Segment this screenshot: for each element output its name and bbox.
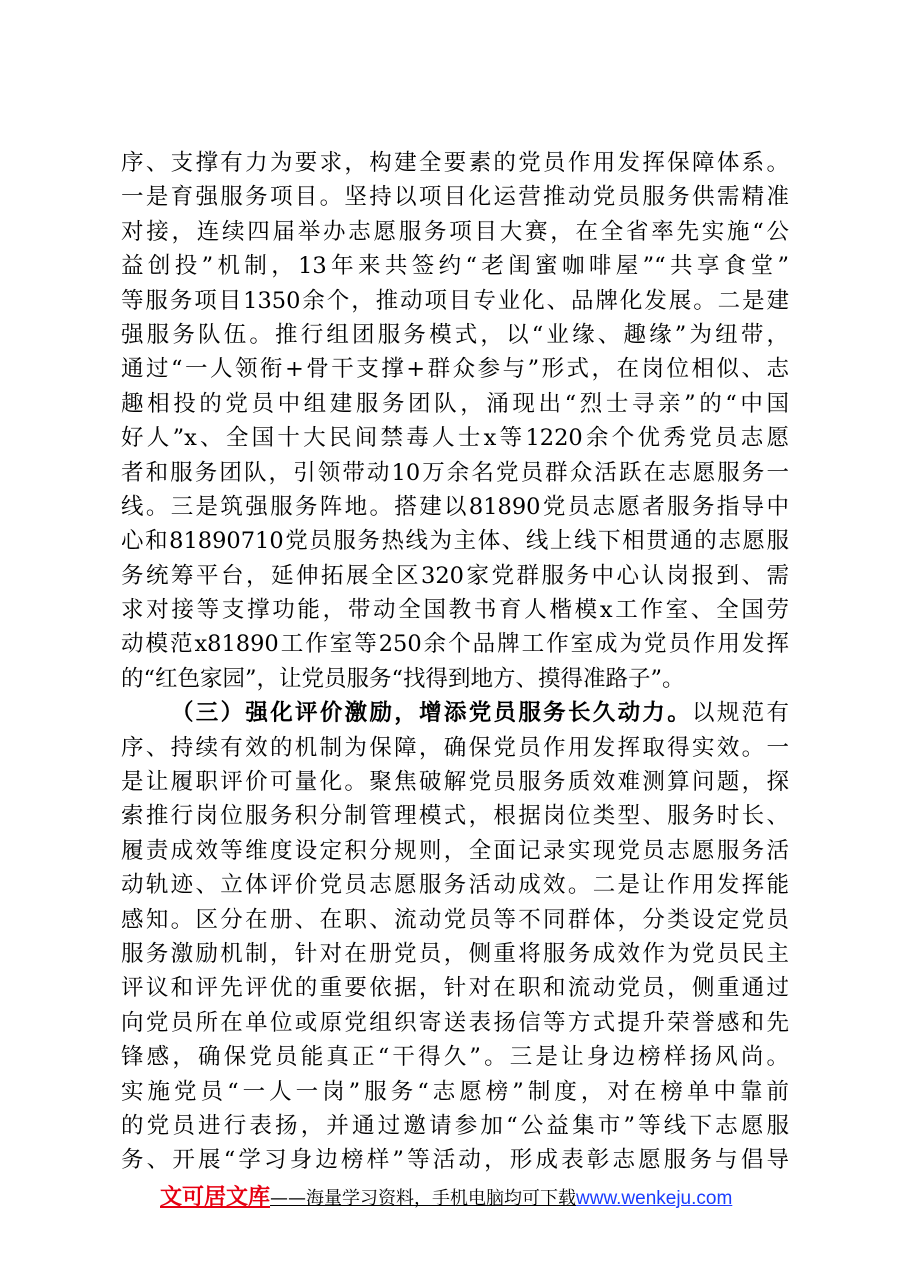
section-heading: （三）强化评价激励，增添党员服务长久动力。 [171, 700, 693, 727]
text-line: 向党员所在单位或原党组织寄送表扬信等方式提升荣誉感和先 [121, 1009, 789, 1036]
text-line: 务、开展“学习身边榜样”等活动，形成表彰志愿服务与倡导 [121, 1147, 789, 1174]
text-line: 对接，连续四届举办志愿服务项目大赛，在全省率先实施“公 [121, 218, 789, 245]
text-line: 强服务队伍。推行组团服务模式，以“业缘、趣缘”为纽带， [121, 321, 789, 348]
footer-brand-link[interactable]: 文可居文库 [160, 1185, 271, 1210]
text-line: 锋感，确保党员能真正“干得久”。三是让身边榜样扬风尚。 [121, 1044, 789, 1071]
text-line: 一是育强服务项目。坚持以项目化运营推动党员服务供需精准 [121, 184, 789, 211]
text-line: 索推行岗位服务积分制管理模式，根据岗位类型、服务时长、 [121, 803, 789, 830]
text-line: 趣相投的党员中组建服务团队，涌现出“烈士寻亲”的“中国 [121, 390, 789, 417]
text-line: 序、支撑有力为要求，构建全要素的党员作用发挥保障体系。 [121, 150, 789, 176]
text-line: 是让履职评价可量化。聚焦破解党员服务质效难测算问题，探 [121, 769, 789, 796]
text-line: 序、持续有效的机制为保障，确保党员作用发挥取得实效。一 [121, 734, 789, 761]
text-line: 实施党员“一人一岗”服务“志愿榜”制度，对在榜单中靠前 [121, 1078, 789, 1105]
body-text [121, 146, 789, 1178]
text-line: 益创投”机制，13年来共签约“老闺蜜咖啡屋”“共享食堂” [121, 253, 789, 280]
text-line: 履责成效等维度设定积分规则，全面记录实现党员志愿服务活 [121, 837, 789, 864]
text-line: 通过“一人领衔+骨干支撑+群众参与”形式，在岗位相似、志 [121, 356, 789, 383]
text-fragment: 以规范有 [692, 700, 789, 727]
section-heading-line [121, 696, 789, 730]
text-line: 务统筹平台，延伸拓展全区320家党群服务中心认岗报到、需 [121, 562, 789, 589]
text-line: 心和81890710党员服务热线为主体、线上线下相贯通的志愿服 [121, 528, 789, 555]
text-line: 服务激励机制，针对在册党员，侧重将服务成效作为党员民主 [121, 940, 789, 967]
text-line: 求对接等支撑功能，带动全国教书育人楷模x工作室、全国劳 [121, 597, 789, 624]
text-line: 评议和评先评优的重要依据，针对在职和流动党员，侧重通过 [121, 975, 789, 1002]
text-line: 线。三是筑强服务阵地。搭建以81890党员志愿者服务指导中 [121, 493, 789, 520]
text-line: 动模范x81890工作室等250余个品牌工作室成为党员作用发挥 [121, 631, 789, 658]
footer-url-link[interactable]: www.wenkeju.com [576, 1188, 733, 1209]
text-line: 好人”x、全国十大民间禁毒人士x等1220余个优秀党员志愿 [121, 425, 789, 452]
footer-slogan: 海量学习资料，手机电脑均可下载 [306, 1188, 577, 1209]
footer-banner [160, 1180, 800, 1212]
text-line: 的党员进行表扬，并通过邀请参加“公益集市”等线下志愿服 [121, 1112, 789, 1139]
footer-dash: —— [270, 1188, 307, 1209]
text-line: 的“红色家园”，让党员服务“找得到地方、摸得准路子”。 [121, 665, 685, 692]
text-line: 等服务项目1350余个，推动项目专业化、品牌化发展。二是建 [121, 287, 789, 314]
text-line: 者和服务团队，引领带动10万余名党员群众活跃在志愿服务一 [121, 459, 789, 486]
text-line: 感知。区分在册、在职、流动党员等不同群体，分类设定党员 [121, 906, 789, 933]
text-line: 动轨迹、立体评价党员志愿服务活动成效。二是让作用发挥能 [121, 872, 789, 899]
